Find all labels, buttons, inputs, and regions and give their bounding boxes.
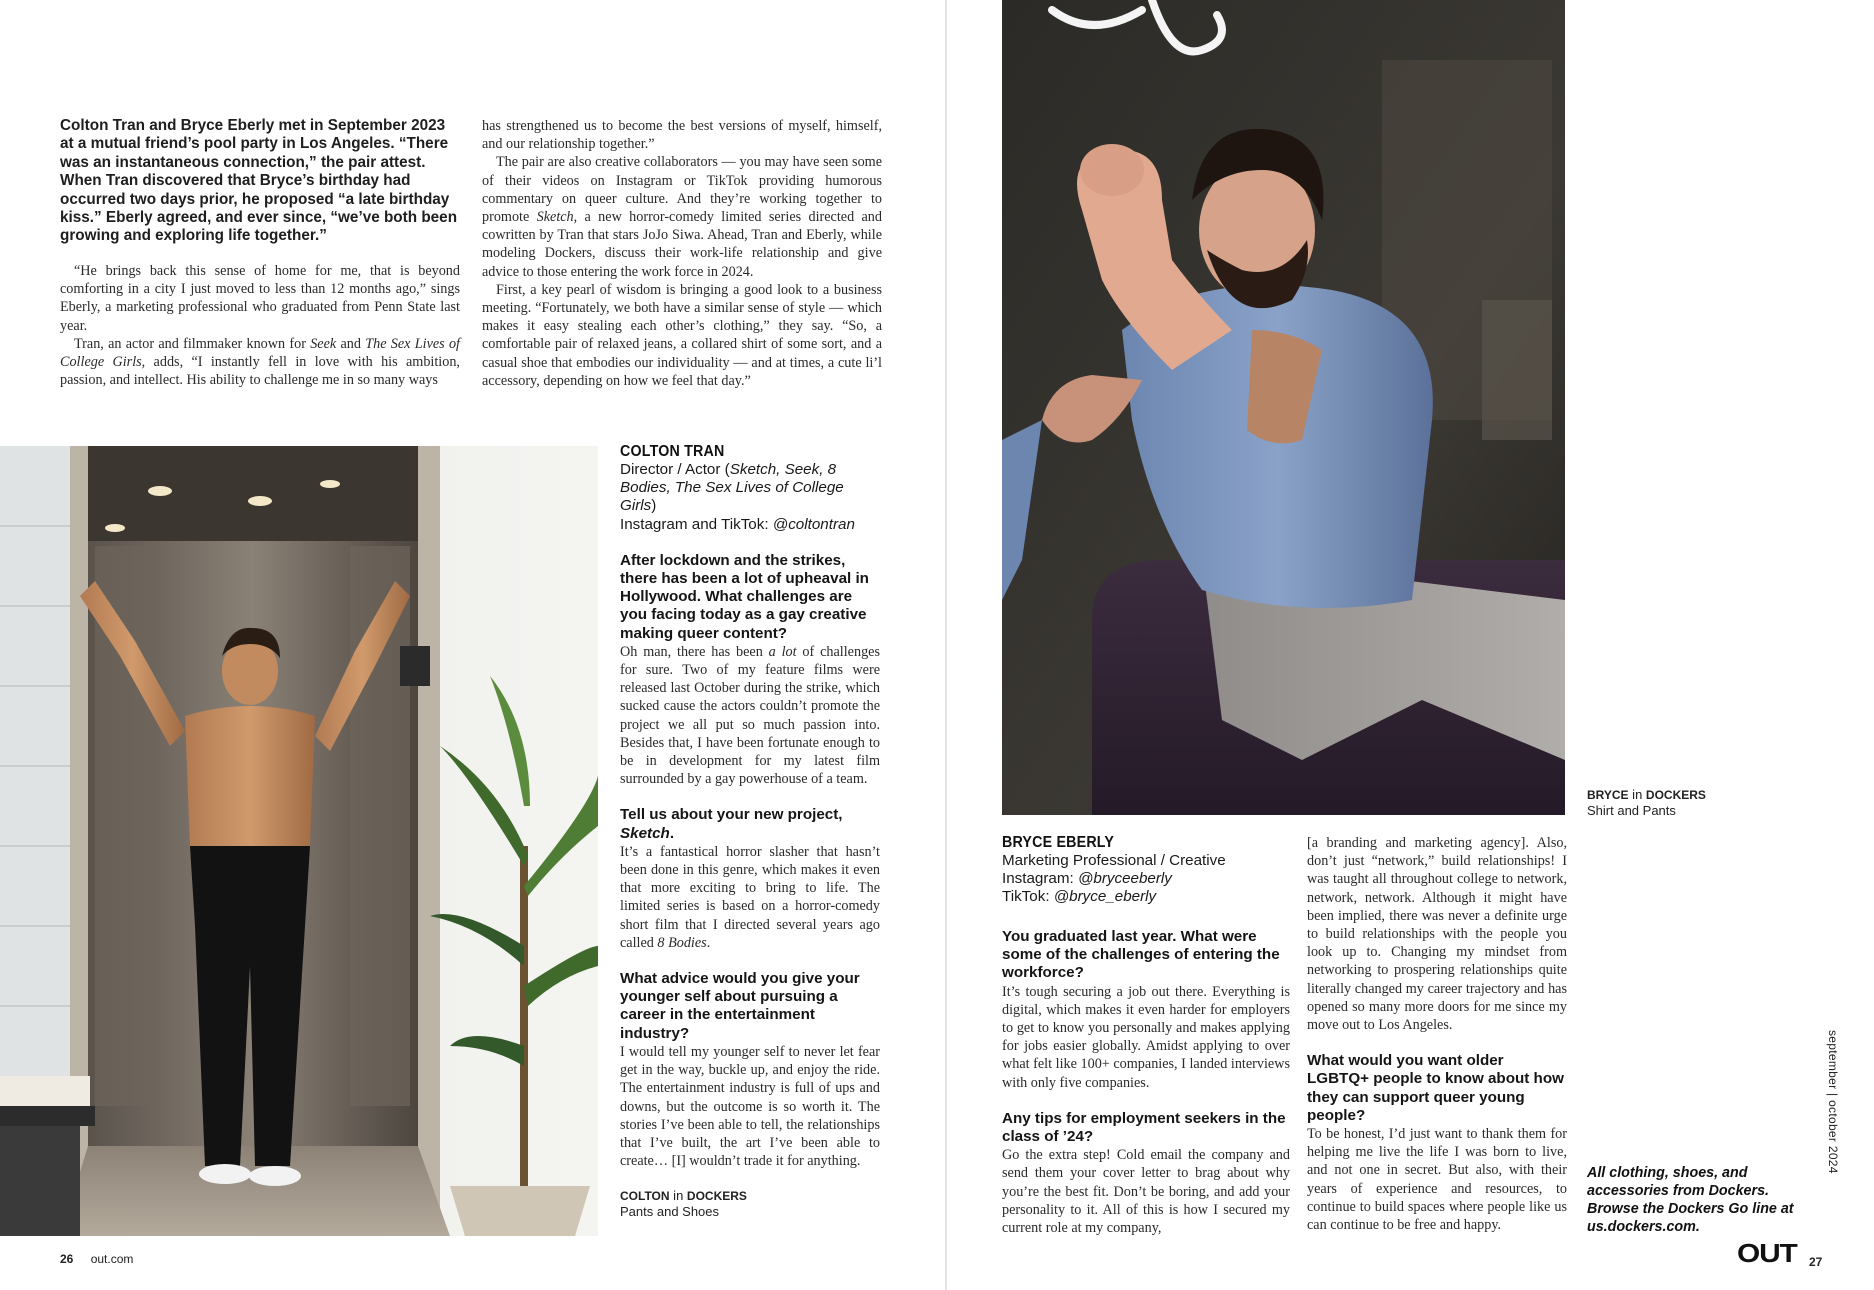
title-show: The Sex Lives of College Girls — [60, 335, 460, 371]
intro-lead: Colton Tran and Bryce Eberly met in September 2023 at a mutual friend’s pool party in Los Angeles. “There was an instantaneous connection,” the pair attest. When Tran discovered that Bryce’s birthday had occurred two days prior, he proposed “a late birthday kiss.” Eberly agreed, and ever since, “we’ve both been growing and exploring life together.” — [60, 117, 458, 245]
credit-brand: DOCKERS — [1645, 788, 1706, 802]
bryce-question-1: You graduated last year. What were some of the challenges of entering the workforce? — [1002, 928, 1280, 982]
bryce-instagram — [1002, 870, 1282, 888]
text-run: The pair are also creative collaborators — you may have seen some of their videos on Instagram or TikTok providing humorous commentary on queer culture. And they’re working together to promote — [482, 154, 882, 226]
text-run: Instagram and TikTok: — [620, 515, 773, 533]
title-sketch: Sketch — [620, 824, 670, 842]
colton-answer-1 — [620, 643, 880, 789]
text-run: It’s a fantastical horror slasher that hasn’t been done in this genre, which makes it even that more exciting to bring to life. The limited series is based on a horror-comedy short film that I directed several years ago called — [620, 843, 880, 951]
credit-items: Shirt and Pants — [1587, 803, 1676, 818]
page-number: 26 — [60, 1252, 74, 1266]
text-emphasis: a lot — [768, 643, 797, 660]
colton-role — [620, 461, 880, 516]
text-run: , a new horror-comedy limited series directed and cowritten by Tran that stars JoJo Siwa. Ahead, Tran and Eberly, while modeling Dockers, discuss their work-life relationship and give advice to those entering the work force in 2024. — [482, 209, 882, 280]
issue-date: september | october 2024 — [1826, 1030, 1840, 1174]
intro-paragraph: has strengthened us to become the best versions of myself, himself, and our relationship together.” — [482, 118, 882, 153]
bryce-profile — [1002, 834, 1282, 907]
text-run: of challenges for sure. Two of my feature films were released last October during the strike, which sucked cause the actors couldn’t promote the project we all put so much passion into. Besides that, I have been fortunate enough to be in development for my latest film surrounded by a gay powerhouse of a team. — [620, 643, 880, 788]
intro-paragraph: First, a key pearl of wisdom is bringing a good look to a business meeting. “Fortunately, we both have a similar sense of style — which makes it easy stealing each other’s clothing,” they say. “So, a comfortable pair of relaxed jeans, a collared shirt of some sort, and a casual shoe that embodies our individuality — and at times, a cute li’l accessory, depending on how we feel that day.” — [482, 281, 882, 389]
bryce-answer-2: Go the extra step! Cold email the company and send them your cover letter to brag about why you’re the best fit. Don’t be boring, and add your personality to it. All of this is how I secured my current role at my company, — [1002, 1147, 1290, 1237]
colton-answer-3: I would tell my younger self to never let fear get in the way, buckle up, and enjoy the ride. The entertainment industry is full of ups and downs, but the outcome is so worth it. The stories I’ve been able to tell, the relationships that I’ve built, the art I’ve been able to create… [I] wouldn’t trade it for anything. — [620, 1043, 880, 1170]
text-run: Director / Actor ( — [620, 461, 730, 478]
text-run: ) — [651, 497, 657, 515]
colton-wardrobe-credit — [620, 1188, 880, 1220]
bryce-name: BRYCE EBERLY — [1002, 834, 1115, 851]
armchair-photo — [1002, 0, 1565, 815]
text-run: . — [706, 934, 711, 951]
colton-question-2 — [620, 806, 880, 842]
title-sketch: Sketch — [536, 209, 574, 226]
out-logo: OUT — [1737, 1238, 1797, 1268]
text-run: Instagram: — [1002, 870, 1078, 888]
text-run: Tell us about your new project, — [620, 806, 843, 824]
colton-answer-2 — [620, 843, 880, 952]
text-run: in — [1628, 787, 1646, 802]
bryce-question-2: Any tips for employment seekers in the class of ’24? — [1002, 1109, 1286, 1146]
credit-brand: DOCKERS — [686, 1189, 747, 1204]
bryce-wardrobe-credit — [1587, 787, 1827, 819]
text-run: Tran, an actor and filmmaker known for — [74, 335, 311, 352]
bryce-instagram-handle: @bryceeberly — [1077, 870, 1172, 888]
credit-items: Pants and Shoes — [620, 1204, 720, 1220]
intro-paragraph — [60, 335, 460, 390]
intro-column-1 — [60, 262, 460, 389]
colton-credits-titles: Sketch, Seek, 8 Bodies, The Sex Lives of College Girls — [620, 461, 844, 515]
bryce-photo — [1002, 0, 1565, 815]
bryce-tiktok — [1002, 888, 1282, 906]
credit-name: BRYCE — [1587, 788, 1629, 802]
text-run: , adds, “I instantly fell in love with his ambition, passion, and intellect. His ability to challenge me in so many ways — [60, 354, 460, 389]
text-run: Oh man, there has been — [620, 643, 769, 660]
text-run: . — [669, 824, 675, 842]
site-url: out.com — [90, 1252, 134, 1266]
bryce-interview-col-2 — [1307, 834, 1567, 1234]
colton-interview — [620, 443, 880, 1220]
left-folio — [60, 1252, 133, 1266]
credit-name: COLTON — [620, 1189, 670, 1204]
elevator-photo — [0, 446, 598, 1236]
text-run: TikTok: — [1002, 888, 1054, 906]
bryce-answer-2-continued: [a branding and marketing agency]. Also, don’t just “network,” build relationships! I was taught all throughout college to network, network, network. Although it might have been implied, there was never a definite urge to build relationships with the people you look up to. Changing my mindset from networking to prospering relationships quite literally changed my career trajectory and has opened so many more doors for me since my move out to Los Angeles. — [1307, 835, 1567, 1034]
right-folio: 27 — [1809, 1255, 1823, 1269]
text-run: in — [669, 1188, 687, 1204]
colton-name: COLTON TRAN — [620, 443, 725, 460]
bryce-answer-1: It’s tough securing a job out there. Everything is digital, which makes it even harder for employers to get to know you personally and makes applying for jobs easier globally. Amidst applying to over what felt like 100+ companies, I landed interviews with only five companies. — [1002, 983, 1290, 1091]
bryce-question-3: What would you want older LGBTQ+ people to know about how they can support queer young people? — [1307, 1052, 1564, 1124]
bryce-tiktok-handle: @bryce_eberly — [1053, 888, 1157, 906]
colton-question-1: After lockdown and the strikes, there has been a lot of upheaval in Hollywood. What challenges are you facing today as a gay creative making queer content? — [620, 551, 869, 642]
intro-paragraph — [482, 153, 882, 280]
colton-photo — [0, 446, 598, 1236]
colton-social — [620, 516, 880, 534]
intro-paragraph: “He brings back this sense of home for me, that is beyond comforting in a city I just moved to less than 12 months ago,” sings Eberly, a marketing professional who graduated from Penn State last year. — [60, 263, 460, 334]
bryce-answer-3: To be honest, I’d just want to thank them for helping me live the life I was born to live, and not one in secret. But also, with their years of experience and resources, to continue to build spaces where people like us can continue to be free and happy. — [1307, 1126, 1567, 1234]
issue-date-vertical — [1822, 1030, 1840, 1180]
bryce-role: Marketing Professional / Creative — [1002, 852, 1226, 869]
colton-question-3: What advice would you give your younger self about pursuing a career in the entertainment industry? — [620, 970, 860, 1042]
intro-column-2 — [482, 117, 882, 390]
right-page — [947, 0, 1874, 1290]
bryce-interview-col-1 — [1002, 928, 1290, 1237]
text-run: and — [336, 335, 366, 352]
colton-handle: @coltontran — [772, 515, 855, 533]
dockers-note: All clothing, shoes, and accessories from Dockers. Browse the Dockers Go line at us.dockers.com. — [1587, 1165, 1794, 1235]
title-8-bodies: 8 Bodies — [657, 934, 707, 951]
title-seek: Seek — [310, 335, 337, 352]
